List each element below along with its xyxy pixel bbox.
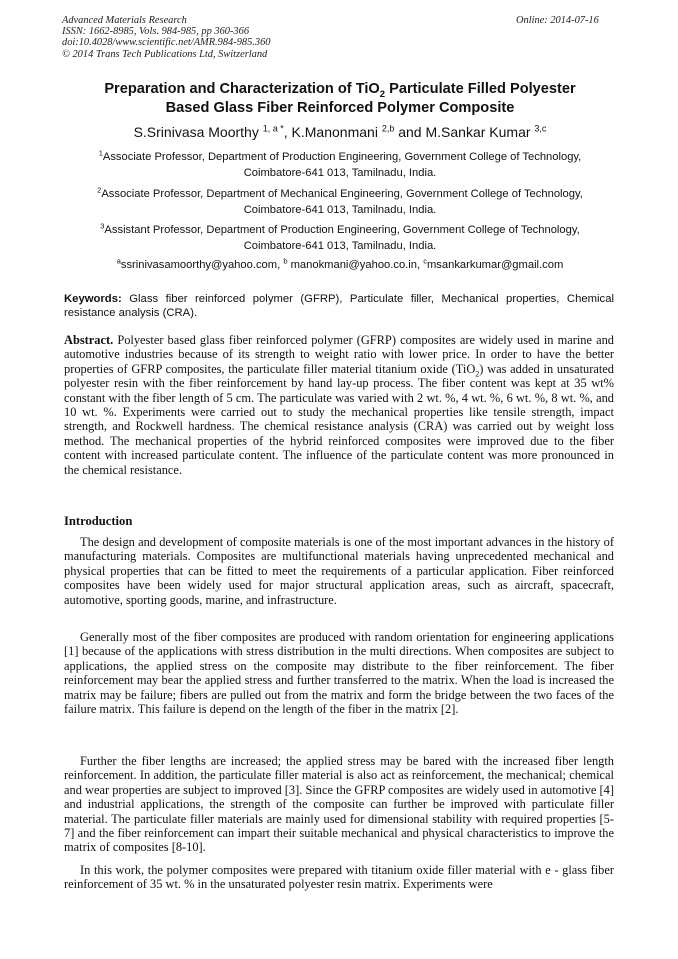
affiliation-1: $^1$Associate Professor, Department of Production Engineering, Government College of Technology, Coimbatore-641 013, Tamilnadu, India. <box>98 148 582 179</box>
title-line-1: Preparation and Characterization of TiO$_2$ Particulate Filled Polyester <box>104 81 576 100</box>
affiliation-3: $^3$Assistant Professor, Department of Production Engineering, Government College of Technology, Coimbatore-641 013, Tamilnadu, India. <box>100 221 580 252</box>
email-b[interactable]: manokmani@yahoo.co.in, <box>287 259 424 271</box>
author-2: , K.Manonmani <box>283 124 382 140</box>
author-list: S.Srinivasa Moorthy $^{1, a *}$, K.Manonmani $^{2,b}$ and M.Sankar Kumar $^{3,c}$ <box>133 123 547 140</box>
keywords-text: Glass fiber reinforced polymer (GFRP), Particulate filler, Mechanical properties, Chemical resistance analysis (CRA). <box>64 293 614 319</box>
abstract-label: Abstract. <box>64 333 114 347</box>
email-c[interactable]: msankarkumar@gmail.com <box>426 259 564 271</box>
introduction-heading: Introduction <box>64 514 133 528</box>
keywords <box>64 292 614 320</box>
paper-title <box>60 80 620 118</box>
intro-paragraph-4: In this work, the polymer composites were prepared with titanium oxide filler material with e - glass fiber reinforcement of 35 wt. % in the unsaturated polyester resin matrix. Experiments were <box>64 863 614 892</box>
abstract: Abstract. Polyester based glass fiber reinforced polymer (GFRP) composites are widely used in marine and automotive industries because of its strength to weight ratio with lower price. In order to have the better properties of GFRP composites, the particulate filler material titanium oxide (TiO$_2$) was added in unsaturated polyester resin with the fiber reinforcement by hand lay-up process. The fiber content was kept at 35 wt% constant with the fiber length of 5 cm. The particulate was varied with 2 wt. %, 4 wt. %, 6 wt. %, 8 wt. %, and 10 wt. %. Experiments were carried out to study the mechanical properties like tensile strength, impact strength, and Rockwell hardness. The chemical resistance analysis (CRA) was carried out by weight loss method. The mechanical properties of the hybrid reinforced composites were improved due to the fiber content with increased particulate content. The influence of the particulate content was more pronounced in the chemical resistance. <box>64 333 614 477</box>
affiliation-2: $^2$Associate Professor, Department of Mechanical Engineering, Government College of Technology, Coimbatore-641 013, Tamilnadu, India. <box>97 185 583 216</box>
intro-paragraph-2: Generally most of the fiber composites are produced with random orientation for engineering applications [1] because of the applications with stress distribution in the multi directions. When composites are subject to applications, the applied stress on the composite may distribute to the fiber reinforcement. The fiber reinforcement may bear the applied stress and further transferred to the matrix. When the load is increased the matrix may be failure; fibers are pulled out from the matrix and form the bridge between the two faces of the failure matrix. This failure is depend on the length of the fiber in the matrix [2]. <box>64 630 614 717</box>
title-line-2: Based Glass Fiber Reinforced Polymer Composite <box>165 100 515 116</box>
journal-issn: ISSN: 1662-8985, Vols. 984-985, pp 360-366 <box>62 26 250 38</box>
author-1: S.Srinivasa Moorthy <box>133 124 263 140</box>
journal-header <box>62 15 270 60</box>
journal-copyright: © 2014 Trans Tech Publications Ltd, Switzerland <box>62 48 268 60</box>
journal-name: Advanced Materials Research <box>62 15 187 26</box>
intro-paragraph-3: Further the fiber lengths are increased; the applied stress may be bared with the increased fiber length reinforcement. In addition, the particulate filler material is also act as reinforcement, the mechanical; chemical and wear properties are subject to improved [3]. Since the GFRP composites are widely used in automotive [4] and industrial applications, the strength of the composite can further be improved with particulate filler material. The particulate filler materials are mainly used for dimensional stability with required properties [5-7] and the fiber reinforcement can impart their suitable mechanical and physical characteristics to improve the matrix of composites [8-10]. <box>64 754 614 855</box>
intro-paragraph-1: The design and development of composite materials is one of the most important advances in the history of manufacturing materials. Composites are multifunctional materials having unprecedented mechanical and physical properties that can be fitted to meet the requirements of a particular application. Fiber reinforced composites have been widely used for major structural application areas, such as aircraft, spacecraft, automotive, sporting goods, marine, and infrastructure. <box>64 535 614 607</box>
author-emails: $^a$ssrinivasamoorthy@yahoo.com, $^b$ manokmani@yahoo.co.in, $^c$msankarkumar@gmail.com <box>116 256 564 271</box>
journal-doi[interactable]: doi:10.4028/www.scientific.net/AMR.984-985.360 <box>62 37 271 49</box>
online-date: Online: 2014-07-16 <box>516 15 599 26</box>
keywords-label: Keywords: <box>64 293 122 305</box>
email-a[interactable]: ssrinivasamoorthy@yahoo.com, <box>120 259 284 271</box>
author-3: and M.Sankar Kumar <box>394 124 535 140</box>
